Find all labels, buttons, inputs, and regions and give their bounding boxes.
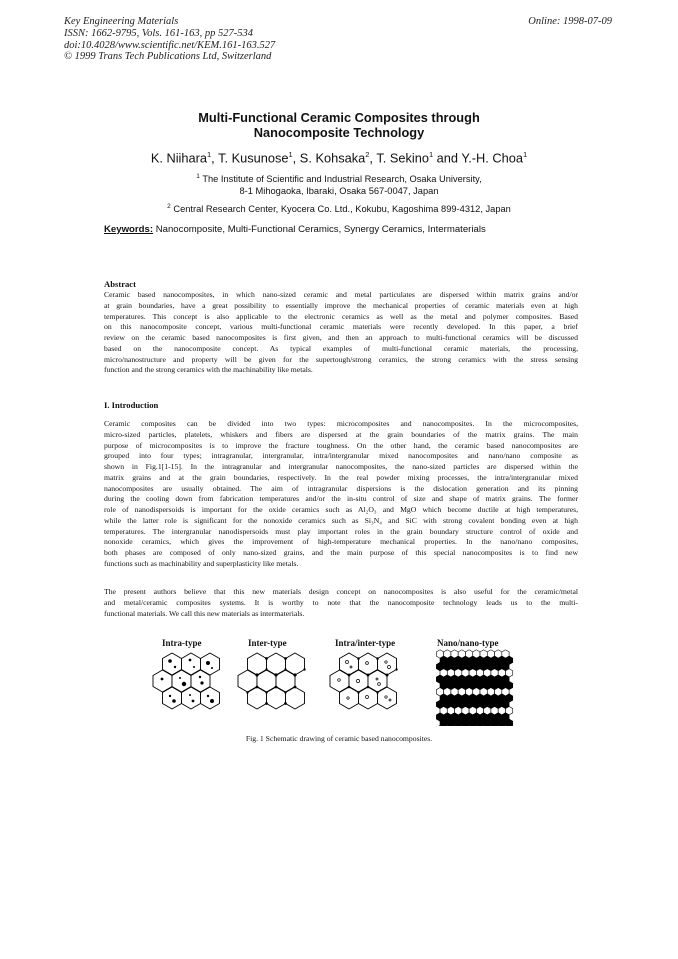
author-separator: ,: [292, 150, 300, 166]
author-affil-sup: 1: [207, 150, 212, 159]
intro-line: Ceramic composites can be divided into two types: microcomposites and nanocomposites. In the microcomposites,: [104, 419, 578, 428]
affiliation-sup: 2: [167, 203, 171, 210]
nanocomposite-schematic-figure: [150, 636, 530, 726]
intra-inter-type-schematic: [330, 653, 398, 709]
abstract-line: based on the nanocomposite concept. As typical examples of multi-functional ceramic materials, the processing,: [104, 343, 578, 353]
affiliation-1-line-1: The Institute of Scientific and Industrial Research, Osaka University,: [202, 174, 482, 185]
intra-type-schematic: [153, 653, 220, 709]
keywords-label: Keywords:: [104, 224, 154, 235]
journal-name: Key Engineering Materials: [64, 16, 179, 27]
figure-label-nano-nano: Nano/nano-type: [437, 638, 499, 648]
author: Y.-H. Choa: [461, 150, 524, 166]
author: K. Niihara: [150, 150, 207, 166]
keywords-text: Nanocomposite, Multi-Functional Ceramics, Synergy Ceramics, Intermaterials: [153, 224, 486, 235]
issn-line: ISSN: 1662-9795, Vols. 161-163, pp 527-534: [64, 27, 253, 39]
intro-line: temperatures. The intergranular nanodispersoids must play important roles in the grain boundary structure control of oxide and: [104, 526, 578, 536]
figure-label-inter: Inter-type: [248, 638, 287, 648]
abstract-line: micro/nanostructure and property will be given for the supertough/strong ceramics, the strong ceramics with the stress sensing: [104, 354, 578, 364]
figure-label-intra: Intra-type: [162, 638, 202, 648]
affiliation-1: [0, 171, 678, 197]
intro-line: role of nanodispersoids is important for the oxide ceramics such as Al₂O₃ and MgO which become ductile at high temperatures,: [104, 505, 578, 514]
affiliation-sup: 1: [196, 173, 200, 180]
figure-caption: Fig. 1 Schematic drawing of ceramic based nanocomposites.: [245, 734, 433, 743]
abstract-line: function and the strong ceramics with the machinability like metals.: [104, 365, 313, 375]
affiliation-2-line-1: Central Research Center, Kyocera Co. Ltd., Kokubu, Kagoshima 899-4312, Japan: [173, 204, 511, 215]
intro-line: functional materials. We call this new materials as intermaterials.: [104, 608, 305, 618]
intro-line: grouped into four types; intragranular, intergranular, intra/intergranular mixed nanocomposites and nano/nano composite as: [104, 451, 578, 461]
intro-line: purpose of microcomposites is to improve the fracture toughness. On the other hand, the ceramic based nanocomposites are: [104, 440, 578, 450]
intro-line: nanocomposites are usually obtained. The aim of intragranular dispersions is the dislocation generation and its pinning: [104, 483, 578, 493]
intro-line: functions such as machinability and superplasticity like metals.: [104, 558, 299, 568]
keywords: [104, 224, 486, 235]
introduction-paragraph-1: [104, 419, 578, 570]
affiliation-2: [0, 201, 678, 216]
copyright-line: © 1999 Trans Tech Publications Ltd, Switzerland: [64, 51, 272, 63]
intro-line: during the cooling down from fabrication temperatures and/or the in-situ control of size and shape of matrix grains. The former: [104, 494, 578, 504]
affiliation-1-line-2: 8-1 Mihogaoka, Ibaraki, Osaka 567-0047, Japan: [239, 185, 439, 196]
author-separator: ,: [211, 150, 219, 166]
inter-type-schematic: [238, 653, 306, 709]
intro-line: and metal/ceramic composites systems. It is worthy to note that the nanocomposite technology leads us to the multi-: [104, 597, 578, 607]
intro-line: micro-sized particles, platelets, whiskers and fibers are dispersed at the grain boundaries of the matrix grains. The main: [104, 429, 578, 439]
author-separator: and: [433, 150, 462, 166]
author: T. Kusunose: [218, 150, 289, 166]
paper-title: [0, 110, 678, 140]
intro-line: while the latter role is significant for the nonoxide ceramics such as Si₃N₄ and SiC with strong covalent bonding even at high: [104, 515, 578, 525]
doi-line[interactable]: doi:10.4028/www.scientific.net/KEM.161-163.527: [64, 39, 276, 51]
intro-line: both phases are composed of only nano-sized grains, and the main purpose of this special nanocomposites is to find new: [104, 548, 578, 557]
abstract-line: Ceramic based nanocomposites, in which nano-sized ceramic and metal particulates are dispersed within matrix grains and/or: [104, 290, 578, 299]
abstract-body: [104, 290, 578, 376]
abstract-line: on this nanocomposite concept, various multi-functional ceramic materials were recently developed. In this paper, a brief: [104, 322, 578, 332]
author-list: [0, 150, 678, 165]
title-line-2: Nanocomposite Technology: [253, 125, 425, 140]
author-affil-sup: 1: [523, 150, 528, 159]
abstract-line: at grain boundaries, have a great possibility to essentially improve the mechanical properties of ceramic materials even at high: [104, 300, 578, 310]
online-date: Online: 1998-07-09: [528, 16, 612, 27]
author: T. Sekino: [376, 150, 429, 166]
introduction-paragraph-2: [104, 587, 578, 619]
intro-line: shown in Fig.1[1-15]. In the intragranular and intergranular nanocomposites, the nano-sized particles are dispersed within the: [104, 462, 578, 471]
intro-line: The present authors believe that this new materials design concept on nanocomposites is also useful for the ceramic/metal: [104, 587, 578, 596]
intro-line: nonoxide ceramics, which gives the improvement of high-temperature mechanical properties. In the nano/nano composites,: [104, 537, 578, 547]
author-affil-sup: 1: [288, 150, 293, 159]
author-separator: ,: [369, 150, 377, 166]
author-affil-sup: 1: [428, 150, 434, 159]
author-affil-sup: 2: [365, 150, 370, 159]
abstract-line: temperatures. This concept is also applicable to the electronic ceramics as well as the metal and polymer composites. Based: [104, 311, 578, 321]
journal-header: [64, 16, 275, 63]
abstract-heading: Abstract: [104, 279, 136, 289]
figure-label-intra-inter: Intra/inter-type: [335, 638, 396, 648]
title-line-1: Multi-Functional Ceramic Composites through: [198, 110, 480, 125]
author: S. Kohsaka: [299, 150, 366, 166]
intro-line: matrix grains and at the grain boundaries, respectively. In the real powder mixing processes, the intra/intergranular mixed: [104, 472, 578, 482]
nano-nano-type-schematic: [436, 650, 512, 726]
abstract-line: review on the ceramic based nanocomposites is first given, and then an approach to multi-functional ceramics will be discussed: [104, 333, 578, 342]
introduction-heading: I. Introduction: [104, 400, 159, 410]
